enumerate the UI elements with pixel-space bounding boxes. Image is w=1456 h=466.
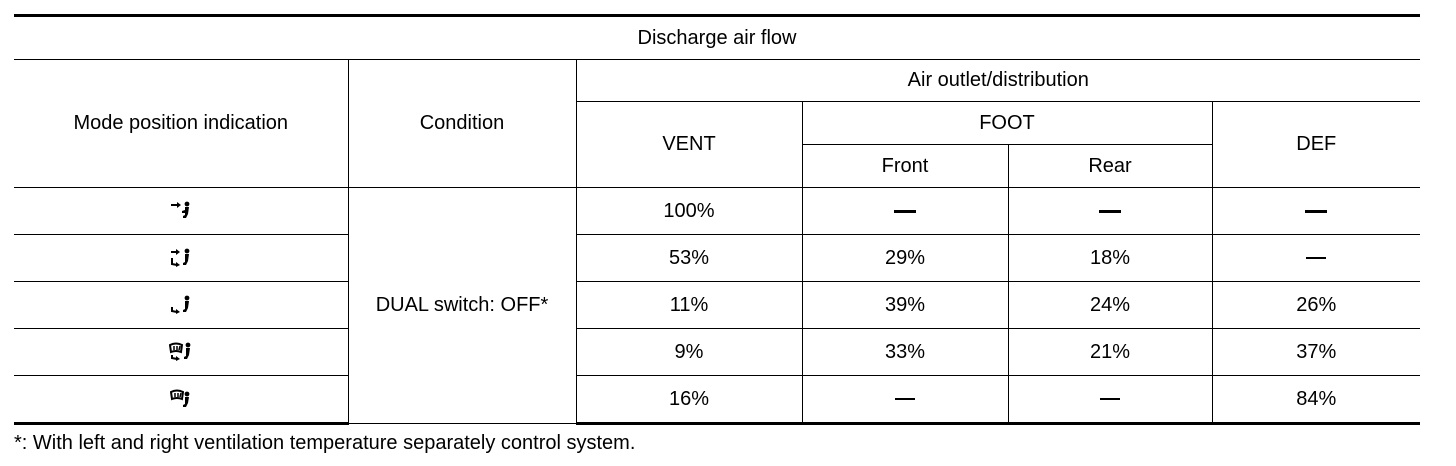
rear-value: 18%: [1008, 235, 1212, 282]
not-applicable-dash: [1100, 398, 1120, 400]
table-title: Discharge air flow: [14, 16, 1420, 60]
table-row: [14, 188, 1420, 235]
not-applicable-dash: [1305, 210, 1327, 213]
bi-level-mode-icon: [170, 248, 192, 268]
header-def: DEF: [1212, 102, 1420, 188]
foot-mode-icon: [170, 295, 192, 315]
not-applicable-dash: [894, 210, 916, 213]
def-value: 37%: [1212, 329, 1420, 376]
header-foot: FOOT: [802, 102, 1212, 145]
header-foot-front: Front: [802, 145, 1008, 188]
table-row: [14, 376, 1420, 424]
def-value: 84%: [1212, 376, 1420, 424]
not-applicable-dash: [1306, 257, 1326, 259]
vent-mode-icon: [170, 201, 192, 221]
footnote: *: With left and right ventilation temperature separately control system.: [14, 432, 636, 454]
vent-value: 9%: [576, 329, 802, 376]
front-value: 39%: [802, 282, 1008, 329]
rear-value: 24%: [1008, 282, 1212, 329]
front-value: 33%: [802, 329, 1008, 376]
table-row: [14, 329, 1420, 376]
foot-defrost-mode-icon: [169, 342, 193, 362]
header-foot-rear: Rear: [1008, 145, 1212, 188]
header-condition: Condition: [348, 60, 576, 188]
mode-cell: [14, 329, 348, 376]
vent-value: 16%: [576, 376, 802, 424]
discharge-air-flow-table-wrapper: [14, 14, 1420, 425]
header-mode-position: Mode position indication: [14, 60, 348, 188]
mode-cell: [14, 376, 348, 424]
front-value: [802, 188, 1008, 235]
not-applicable-dash: [1099, 210, 1121, 213]
front-value: 29%: [802, 235, 1008, 282]
table-row: [14, 235, 1420, 282]
rear-value: 21%: [1008, 329, 1212, 376]
not-applicable-dash: [895, 398, 915, 400]
mode-cell: [14, 188, 348, 235]
vent-value: 53%: [576, 235, 802, 282]
mode-cell: [14, 235, 348, 282]
header-air-outlet: Air outlet/distribution: [576, 60, 1420, 102]
condition-cell: DUAL switch: OFF*: [348, 188, 576, 424]
rear-value: [1008, 376, 1212, 424]
mode-cell: [14, 282, 348, 329]
defrost-mode-icon: [170, 389, 192, 409]
table-row: [14, 282, 1420, 329]
header-vent: VENT: [576, 102, 802, 188]
def-value: 26%: [1212, 282, 1420, 329]
discharge-air-flow-table: [14, 14, 1420, 425]
rear-value: [1008, 188, 1212, 235]
vent-value: 100%: [576, 188, 802, 235]
def-value: [1212, 188, 1420, 235]
vent-value: 11%: [576, 282, 802, 329]
front-value: [802, 376, 1008, 424]
def-value: [1212, 235, 1420, 282]
